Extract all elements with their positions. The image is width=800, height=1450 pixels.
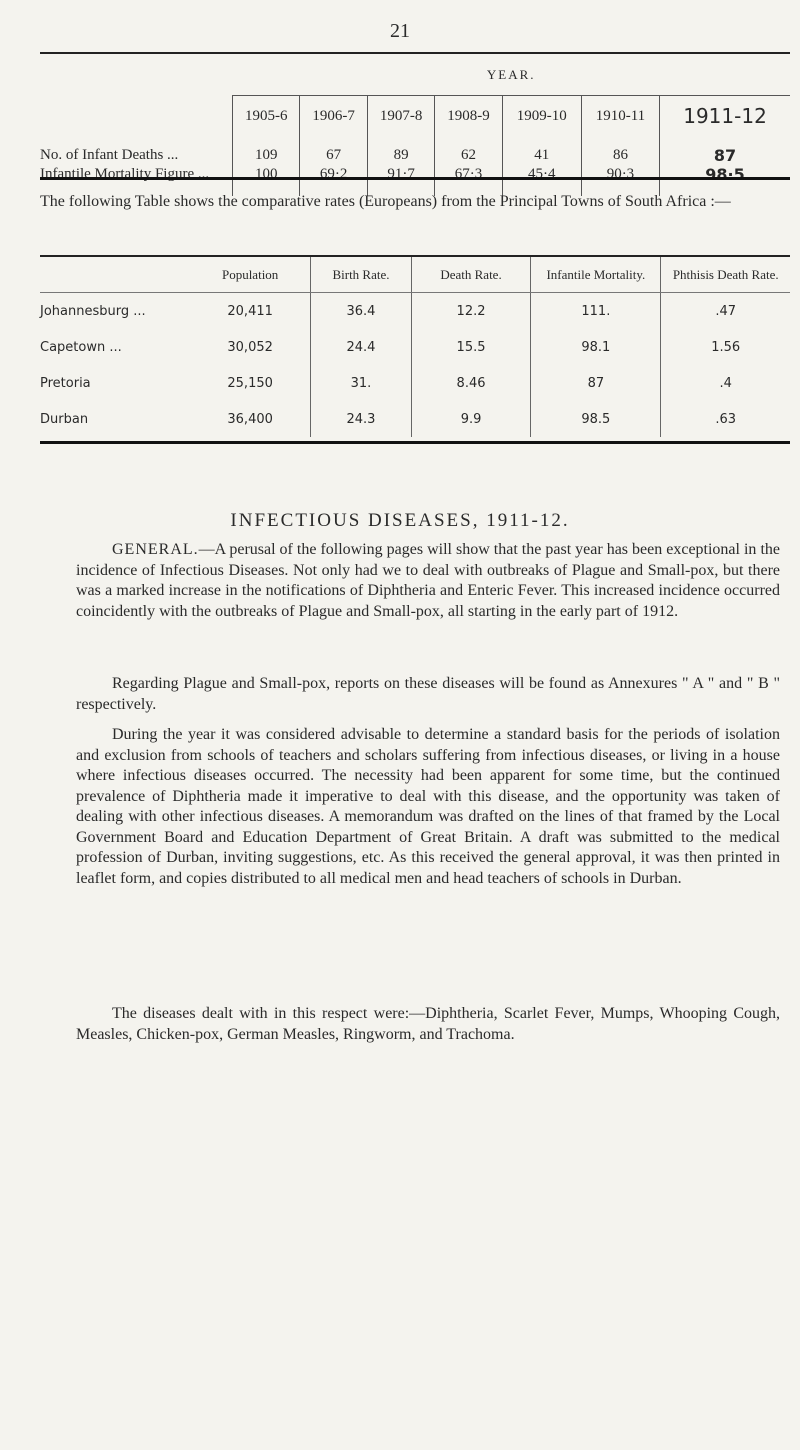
- birth-rate-cell: 36.4: [311, 293, 412, 330]
- column-header: Phthisis Death Rate.: [661, 257, 790, 293]
- value-cell: 62: [435, 136, 502, 165]
- year-cell: 1906-7: [300, 96, 367, 137]
- paragraph-lead: GENERAL.: [112, 541, 199, 558]
- infantile-cell: 87: [531, 365, 661, 401]
- paragraph-text: During the year it was considered advisable to determine a standard basis for the periods of isolation and exclusion from schools of teachers and scholars suffering from infectious diseases, or living in a house where infectious diseases occurred. The necessity had been apparent for some time, but the continued prevalence of Diphtheria made it imperative to deal with this disease, and the opportunity was taken of dealing with other infectious diseases. A memorandum was drafted on the lines of that framed by the Local Government Board and Education Department of Great Britain. A draft was submitted to the medical profession of Durban, inviting suggestions, etc. As this received the general approval, it was then printed in leaflet form, and copies distributed to all medical men and head teachers of schools in Durban.: [76, 726, 780, 887]
- infantile-cell: 98.1: [531, 329, 661, 365]
- population-cell: 20,411: [227, 303, 273, 319]
- town-name: Johannesburg ...: [40, 303, 146, 319]
- table-row: [40, 365, 790, 401]
- value-cell: 86: [581, 136, 659, 165]
- column-header: Infantile Mortality.: [531, 257, 661, 293]
- value-cell: 41: [502, 136, 581, 165]
- annexures-paragraph: [76, 674, 780, 715]
- value-cell: 67·3: [435, 165, 502, 196]
- phthisis-cell: .4: [661, 365, 790, 401]
- population-cell: 36,400: [227, 411, 273, 427]
- towns-table-wrapper: [40, 255, 790, 444]
- towns-table: [40, 257, 790, 437]
- table-row: [40, 136, 790, 165]
- table-row: [40, 401, 790, 437]
- birth-rate-cell: 31.: [311, 365, 412, 401]
- year-header: YEAR.: [233, 55, 791, 96]
- standard-basis-paragraph: [76, 725, 780, 889]
- paragraph-text: Regarding Plague and Small-pox, reports on these diseases will be found as Annexures " A " and " B " respectively.: [76, 675, 780, 713]
- row-label: No. of Infant Deaths ...: [40, 147, 179, 163]
- year-cell: 1911-12: [660, 96, 790, 137]
- column-header: Death Rate.: [411, 257, 531, 293]
- town-name: Capetown ...: [40, 339, 122, 355]
- year-cell: 1910-11: [581, 96, 659, 137]
- value-cell: 98·5: [660, 165, 790, 196]
- death-rate-cell: 15.5: [411, 329, 531, 365]
- infantile-cell: 98.5: [531, 401, 661, 437]
- town-name: Durban: [40, 411, 89, 427]
- value-cell: 87: [660, 136, 790, 165]
- value-cell: 100: [233, 165, 300, 196]
- paragraph-body: —A perusal of the following pages will show that the past year has been exceptional in the incidence of Infectious Diseases. Not only had we to deal with outbreaks of Plague and Small-pox, but there was a marked increase in the notifications of Diphtheria and Enteric Fever. This increased incidence occurred coincidently with the outbreaks of Plague and Small-pox, all starting in the early part of 1912.: [76, 541, 780, 620]
- town-name: Pretoria: [40, 375, 91, 391]
- value-cell: 45·4: [502, 165, 581, 196]
- general-paragraph: [76, 540, 780, 622]
- year-cell: 1908-9: [435, 96, 502, 137]
- population-cell: 30,052: [227, 339, 273, 355]
- row-label: Infantile Mortality Figure ...: [40, 166, 210, 182]
- intro-paragraph: The following Table shows the comparative rates (Europeans) from the Principal Towns of South Africa :—: [40, 193, 731, 210]
- column-header: Population: [190, 257, 311, 293]
- value-cell: 91·7: [367, 165, 434, 196]
- column-header: Birth Rate.: [311, 257, 412, 293]
- death-rate-cell: 12.2: [411, 293, 531, 330]
- table-row: [40, 329, 790, 365]
- population-cell: 25,150: [227, 375, 273, 391]
- infant-mortality-table: [40, 55, 790, 196]
- value-cell: 89: [367, 136, 434, 165]
- table-top-rule: [40, 52, 790, 54]
- value-cell: 69·2: [300, 165, 367, 196]
- section-title: INFECTIOUS DISEASES, 1911-12.: [230, 510, 570, 531]
- value-cell: 67: [300, 136, 367, 165]
- death-rate-cell: 8.46: [411, 365, 531, 401]
- birth-rate-cell: 24.3: [311, 401, 412, 437]
- value-cell: 109: [233, 136, 300, 165]
- table-bottom-rule: [40, 177, 790, 180]
- phthisis-cell: .47: [661, 293, 790, 330]
- diseases-list-paragraph: [76, 1004, 780, 1045]
- year-cell: 1909-10: [502, 96, 581, 137]
- page-number: 21: [390, 20, 410, 42]
- death-rate-cell: 9.9: [411, 401, 531, 437]
- year-cell: 1907-8: [367, 96, 434, 137]
- table-bottom-rule: [40, 441, 790, 444]
- year-cell: 1905-6: [233, 96, 300, 137]
- table-row: [40, 293, 790, 330]
- phthisis-cell: .63: [661, 401, 790, 437]
- value-cell: 90·3: [581, 165, 659, 196]
- birth-rate-cell: 24.4: [311, 329, 412, 365]
- phthisis-cell: 1.56: [661, 329, 790, 365]
- infantile-cell: 111.: [531, 293, 661, 330]
- paragraph-text: The diseases dealt with in this respect were:—Diphtheria, Scarlet Fever, Mumps, Whooping Cough, Measles, Chicken-pox, German Measles, Ringworm, and Trachoma.: [76, 1005, 780, 1043]
